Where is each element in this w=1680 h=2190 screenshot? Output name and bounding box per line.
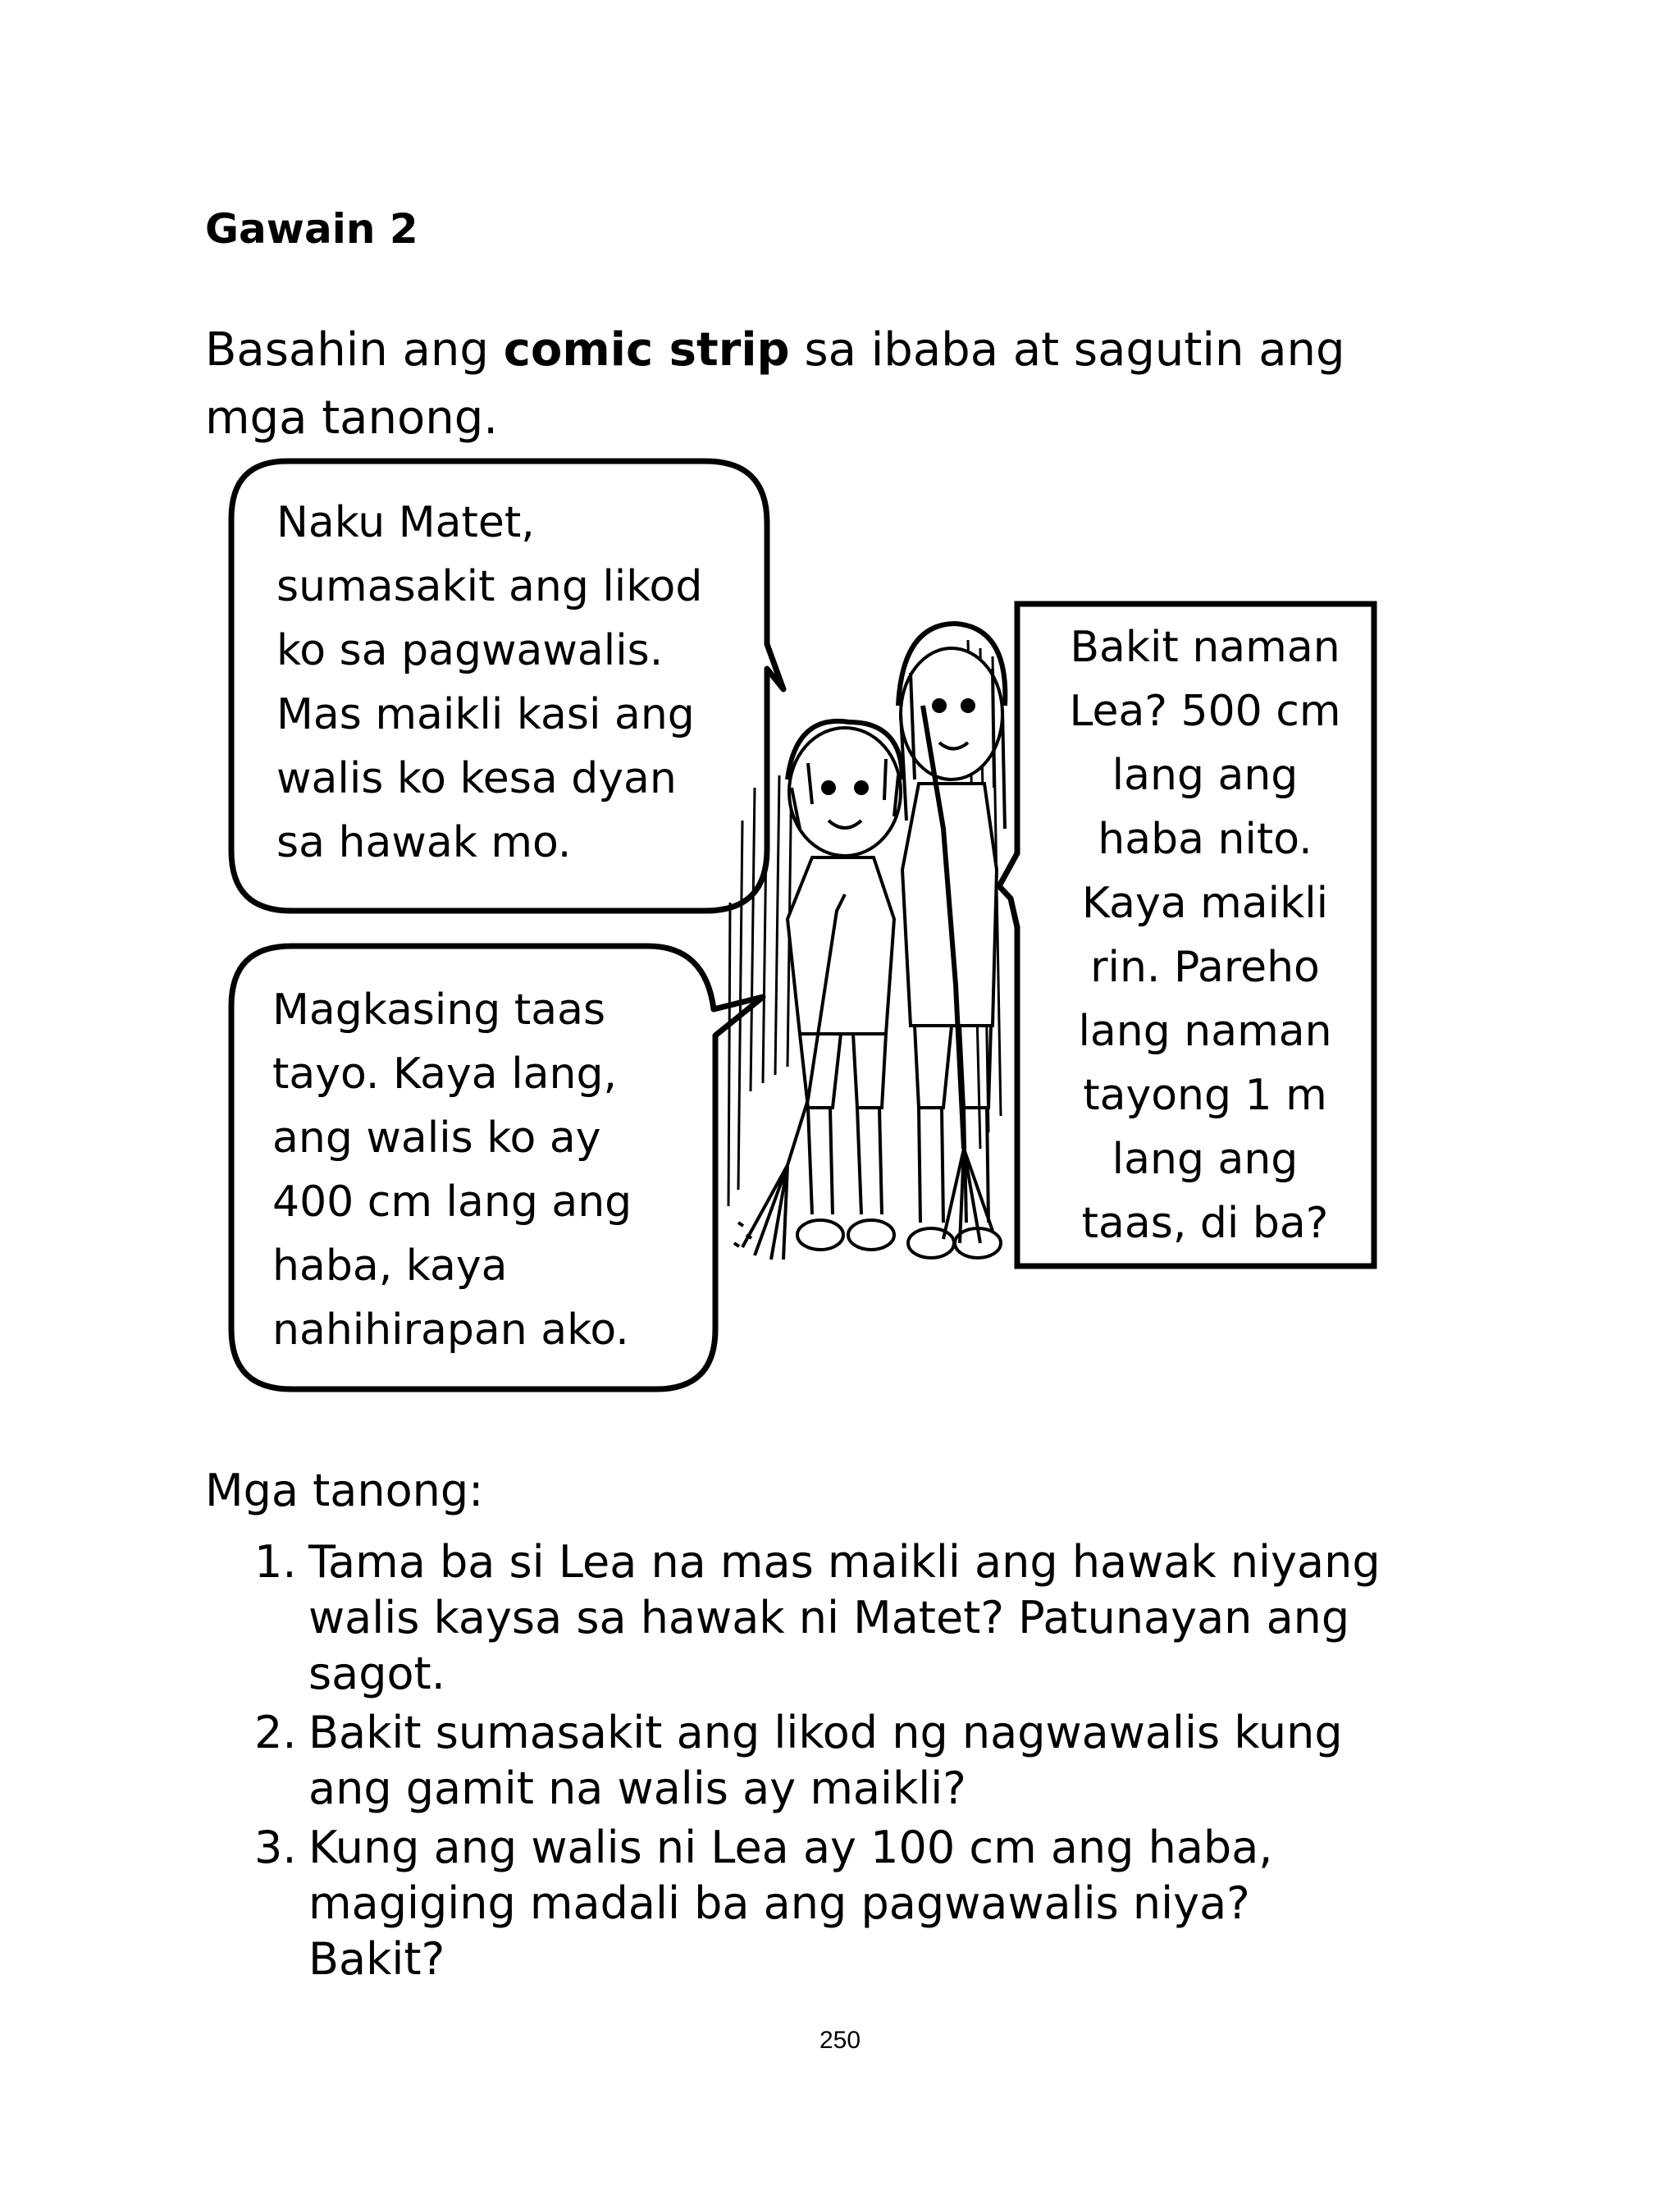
bubble-line: tayong 1 m [1083,1071,1327,1120]
instructions-bold-term: comic strip [503,323,790,377]
bubble-line: nahihirapan ako. [272,1305,629,1355]
instructions-text-2: sa ibaba at sagutin ang mga tanong. [205,323,1345,445]
question-item [254,1534,1403,1702]
question-line: walis kaysa sa hawak ni Matet? Patunayan ang [308,1592,1350,1644]
bubble-line: haba, kaya [272,1241,508,1291]
bubble-line: haba nito. [1098,815,1312,864]
activity-title: Gawain 2 [205,205,418,253]
bubble-line: lang ang [1112,751,1299,800]
bubble-line: rin. Pareho [1090,943,1320,992]
bubble-line: tayo. Kaya lang, [272,1049,618,1099]
bubble-line: sa hawak mo. [276,818,572,867]
questions-list [254,1534,1403,1991]
bubble-line: Mas maikli kasi ang [276,690,695,739]
bubble-3-text [1024,615,1386,1255]
question-line: Bakit sumasakit ang likod ng nagwawalis kung [308,1707,1343,1758]
bubble-line: Naku Matet, [276,498,535,547]
instructions-text-1: Basahin ang [205,323,504,377]
bubble-line: 400 cm lang ang [272,1177,632,1227]
question-line: ang gamit na walis ay maikli? [308,1763,966,1814]
question-line: Tama ba si Lea na mas maikli ang hawak niyang [308,1536,1381,1588]
bubble-1-text [276,491,702,875]
bubble-line: ko sa pagwawalis. [276,626,664,675]
bubble-line: walis ko kesa dyan [276,754,677,803]
bubble-line: ang walis ko ay [272,1113,601,1163]
question-number: 1. [254,1536,297,1588]
girl-matet-figure [898,624,1005,1258]
page-number: 250 [819,2027,861,2054]
bubble-line: sumasakit ang likod [276,562,703,611]
question-item [254,1820,1403,1987]
bubble-line: Bakit naman [1070,623,1340,672]
bubble-2-text [272,978,632,1362]
bubble-line: lang naman [1078,1007,1332,1056]
questions-heading: Mga tanong: [205,1465,484,1516]
bubble-line: Lea? 500 cm [1069,687,1341,736]
bubble-line: lang ang [1112,1135,1299,1184]
question-number: 3. [254,1822,297,1873]
girls-sweeping-illustration [728,624,1005,1260]
bubble-line: Magkasing taas [272,985,606,1035]
bubble-line: Kaya maikli [1081,879,1329,928]
question-line: Bakit? [308,1933,445,1985]
question-item [254,1705,1403,1817]
question-line: magiging madali ba ang pagwawalis niya? [308,1877,1250,1929]
question-line: sagot. [308,1648,445,1699]
question-line: Kung ang walis ni Lea ay 100 cm ang haba, [308,1822,1273,1873]
question-number: 2. [254,1707,297,1758]
bubble-line: taas, di ba? [1081,1199,1329,1248]
